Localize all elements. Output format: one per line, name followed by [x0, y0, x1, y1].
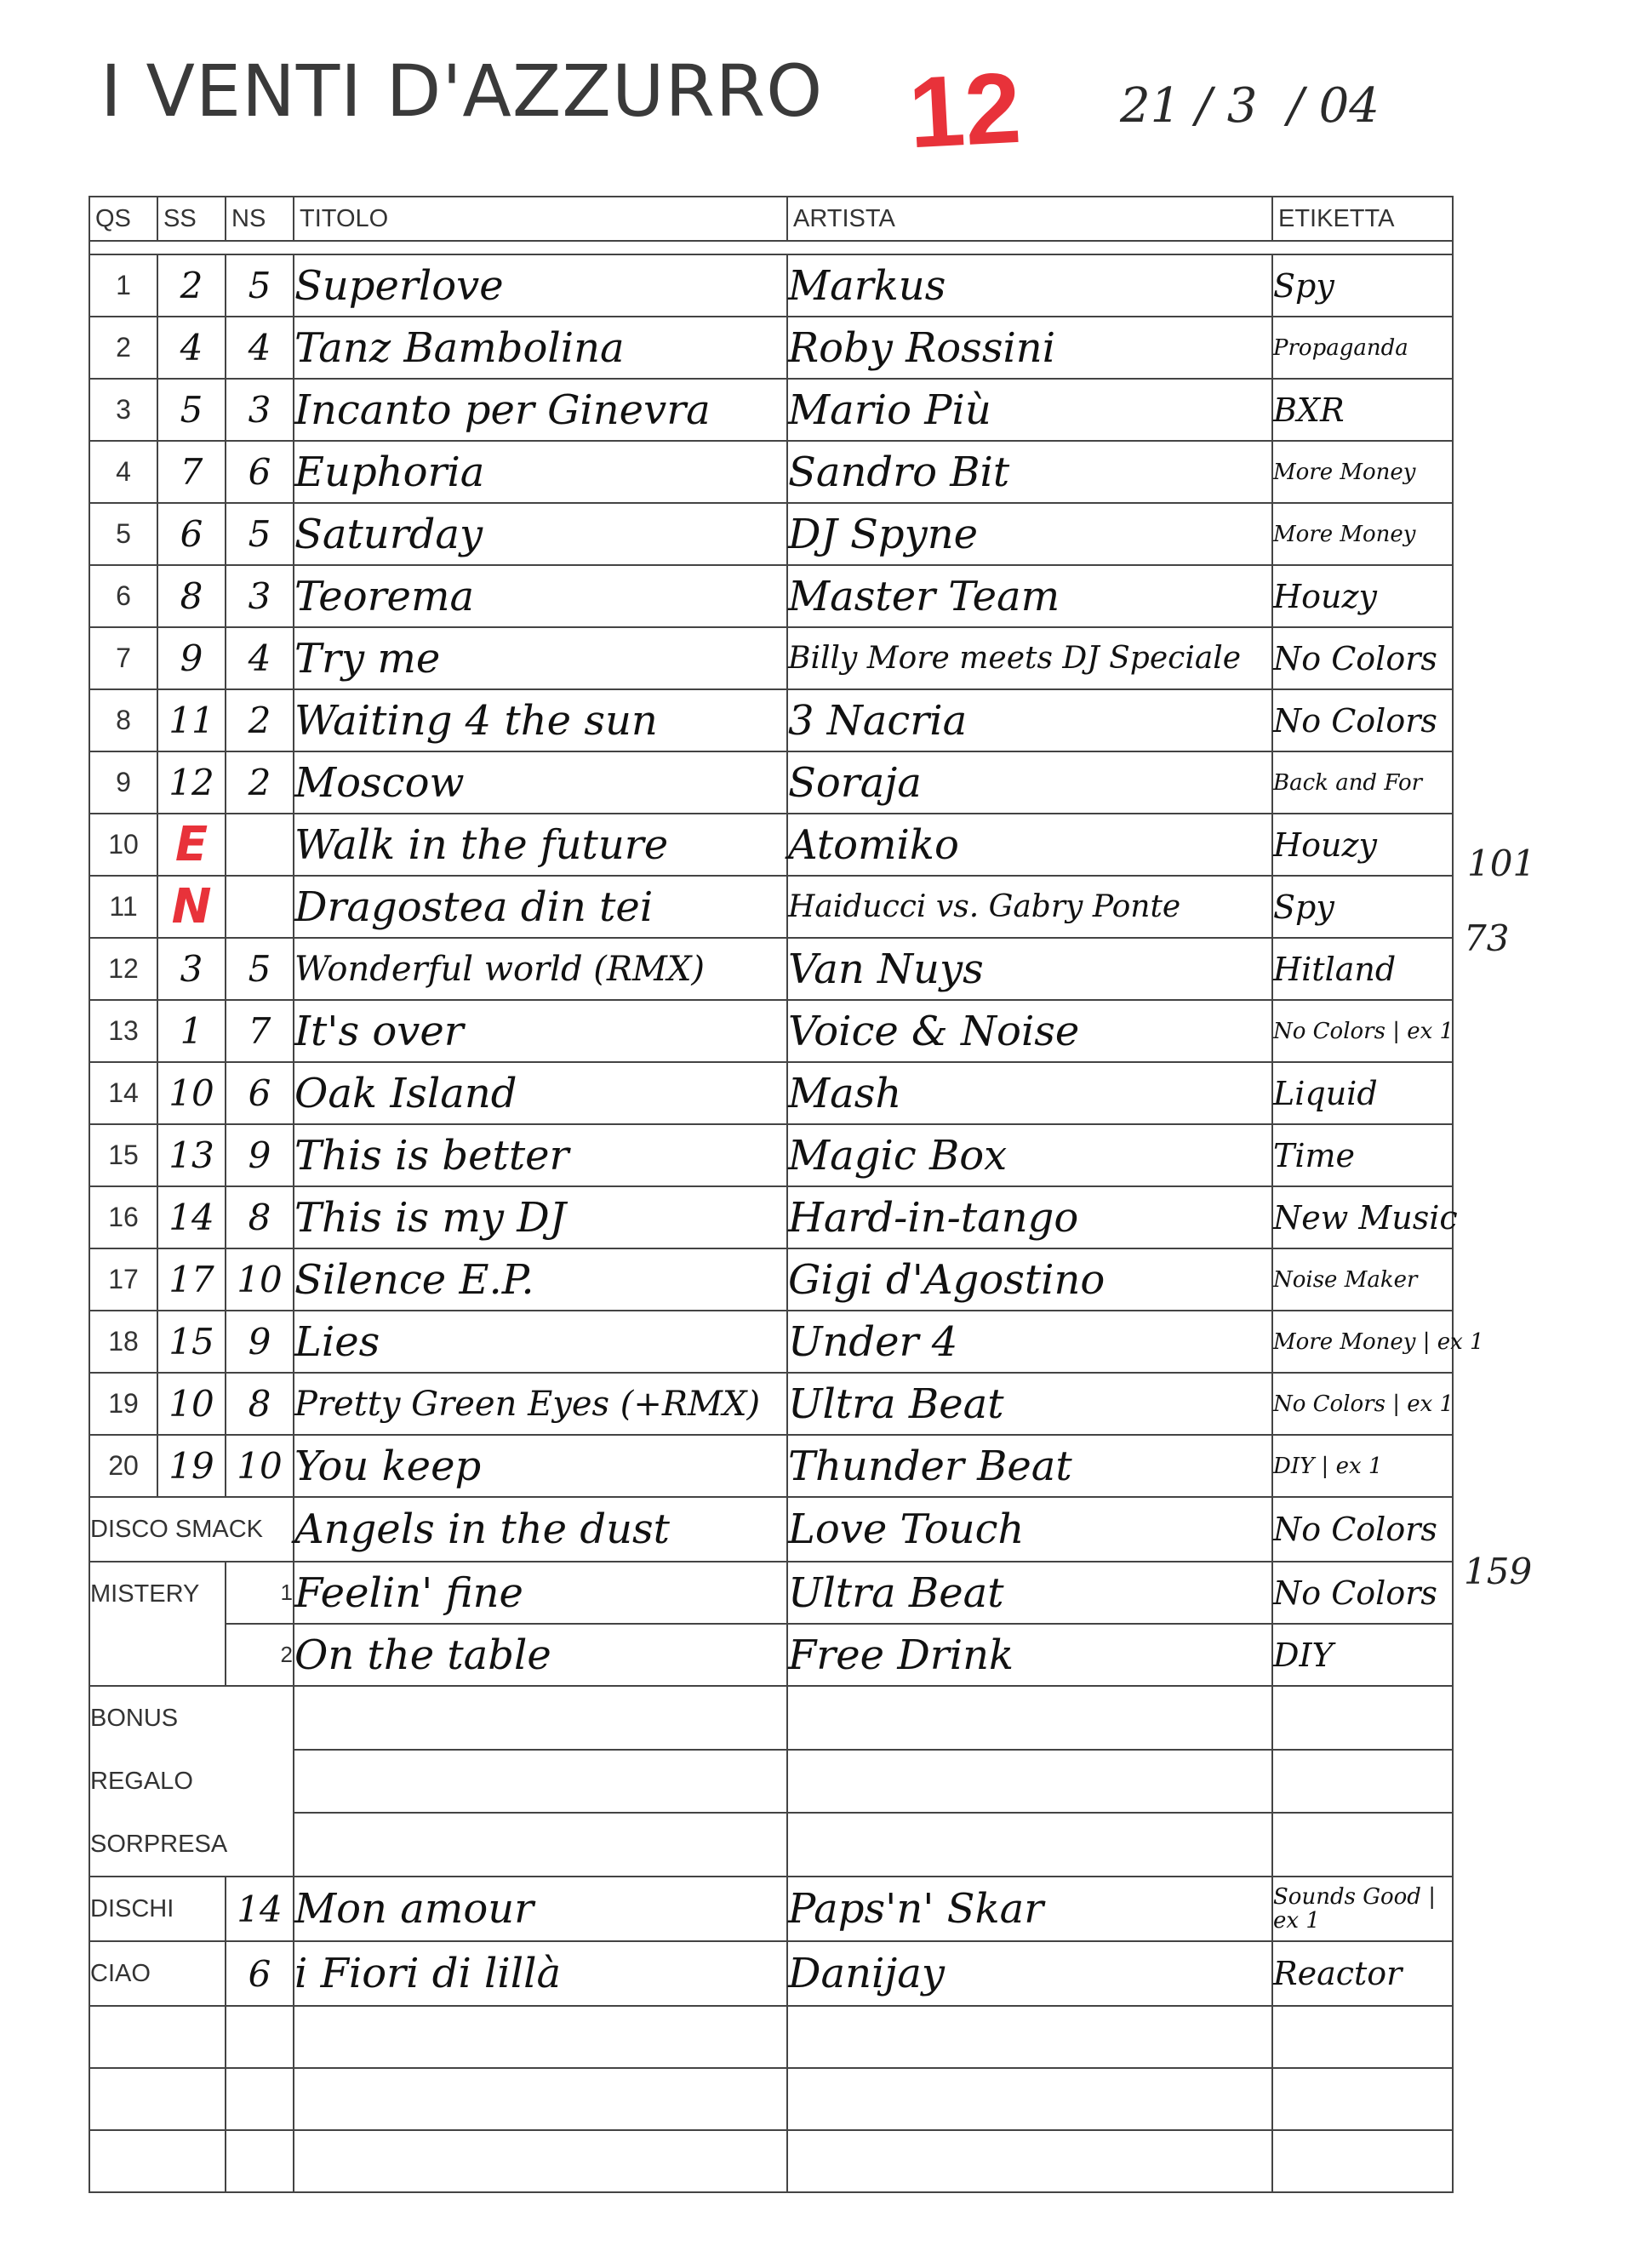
- weeks-cell: 4: [226, 627, 294, 689]
- dischi-ciao-section: [89, 1877, 1453, 2192]
- weeks-cell: 9: [226, 1311, 294, 1373]
- table-row: [89, 1186, 1453, 1248]
- title-cell: Try me: [294, 627, 787, 689]
- mistery-label-name-2: DIY: [1272, 1624, 1453, 1686]
- table-row: [89, 317, 1453, 379]
- issue-number: 12: [906, 51, 1024, 170]
- table-row: [89, 503, 1453, 565]
- table-row: [89, 938, 1453, 1000]
- last-week-cell: 15: [157, 1311, 226, 1373]
- rank-cell: 6: [89, 565, 157, 627]
- last-week-cell: 12: [157, 751, 226, 814]
- mistery-artist-2: Free Drink: [787, 1624, 1272, 1686]
- blank-cell: [1272, 2006, 1453, 2068]
- mistery-artist-1: Ultra Beat: [787, 1562, 1272, 1624]
- last-week-cell: 11: [157, 689, 226, 751]
- last-week-cell: 19: [157, 1435, 226, 1497]
- blank-cell: [1272, 1750, 1453, 1814]
- title-cell: Wonderful world (RMX): [294, 938, 787, 1000]
- rank-cell: 8: [89, 689, 157, 751]
- blank-cell: [1272, 2068, 1453, 2130]
- regalo-label: REGALO: [90, 1768, 193, 1795]
- table-row: [89, 254, 1453, 317]
- mistery-row-1: [89, 1562, 1453, 1624]
- blank-cell: [294, 2006, 787, 2068]
- header-gap: [89, 241, 1453, 254]
- rank-cell: 11: [89, 876, 157, 938]
- dischi-label-name-1: Sounds Good | ex 1: [1272, 1877, 1453, 1941]
- side-note-row10: 101: [1467, 843, 1536, 884]
- artist-cell: Master Team: [787, 565, 1272, 627]
- label-cell: Time: [1272, 1124, 1453, 1186]
- title-cell: Silence E.P.: [294, 1248, 787, 1311]
- table-row: [89, 1373, 1453, 1435]
- blank-cell: [787, 1750, 1272, 1814]
- rank-cell: 1: [89, 254, 157, 317]
- blank-cell: [787, 2068, 1272, 2130]
- rank-cell: 7: [89, 627, 157, 689]
- rank-cell: 14: [89, 1062, 157, 1124]
- label-cell: More Money: [1272, 441, 1453, 503]
- title-cell: You keep: [294, 1435, 787, 1497]
- table-row: [89, 1311, 1453, 1373]
- last-week-cell: 2: [157, 254, 226, 317]
- table-row: [89, 441, 1453, 503]
- rank-cell: 10: [89, 814, 157, 876]
- last-week-cell: 14: [157, 1186, 226, 1248]
- label-cell: BXR: [1272, 379, 1453, 441]
- dischi-artist-1: Paps'n' Skar: [787, 1877, 1272, 1941]
- dischi-num-1: 14: [226, 1877, 294, 1941]
- blank-row: [89, 2130, 1453, 2192]
- table-row: [89, 1124, 1453, 1186]
- blank-row: [89, 2006, 1453, 2068]
- extras-section: [89, 1686, 1453, 1877]
- artist-cell: Van Nuys: [787, 938, 1272, 1000]
- artist-cell: Roby Rossini: [787, 317, 1272, 379]
- title-cell: Euphoria: [294, 441, 787, 503]
- date: 21 / 3 / 04: [1120, 78, 1380, 134]
- rank-cell: 2: [89, 317, 157, 379]
- side-note-disco: 159: [1464, 1551, 1533, 1592]
- blank-cell: [226, 2130, 294, 2192]
- disco-smack-row: [89, 1497, 1453, 1562]
- last-week-cell: 4: [157, 317, 226, 379]
- blank-cell: [787, 2130, 1272, 2192]
- col-label: ETIKETTA: [1272, 197, 1453, 241]
- weeks-cell: 2: [226, 689, 294, 751]
- artist-cell: Magic Box: [787, 1124, 1272, 1186]
- rank-cell: 13: [89, 1000, 157, 1062]
- last-week-cell: 9: [157, 627, 226, 689]
- last-week-cell: 3: [157, 938, 226, 1000]
- artist-cell: Thunder Beat: [787, 1435, 1272, 1497]
- label-cell: Back and For: [1272, 751, 1453, 814]
- artist-cell: Mash: [787, 1062, 1272, 1124]
- weeks-cell: 8: [226, 1186, 294, 1248]
- title-cell: Tanz Bambolina: [294, 317, 787, 379]
- weeks-cell: 4: [226, 317, 294, 379]
- mistery-section: [89, 1562, 1453, 1686]
- table-row: [89, 565, 1453, 627]
- last-week-cell: E: [157, 814, 226, 876]
- sorpresa-label: SORPRESA: [90, 1831, 228, 1858]
- rank-cell: 20: [89, 1435, 157, 1497]
- weeks-cell: 6: [226, 1062, 294, 1124]
- last-week-cell: N: [157, 876, 226, 938]
- rank-cell: 12: [89, 938, 157, 1000]
- disco-smack-label-name: No Colors: [1272, 1497, 1453, 1562]
- label-cell: More Money | ex 1: [1272, 1311, 1453, 1373]
- col-qs: QS: [89, 197, 157, 241]
- mistery-title-2: On the table: [294, 1624, 787, 1686]
- blank-cell: [89, 2130, 226, 2192]
- mistery-num-2: 2: [226, 1624, 294, 1686]
- weeks-cell: 5: [226, 938, 294, 1000]
- title-cell: This is my DJ: [294, 1186, 787, 1248]
- label-cell: Spy: [1272, 876, 1453, 938]
- extras-row-2: [89, 1750, 1453, 1814]
- blank-cell: [1272, 1813, 1453, 1877]
- rank-cell: 19: [89, 1373, 157, 1435]
- label-cell: No Colors: [1272, 689, 1453, 751]
- last-week-cell: 17: [157, 1248, 226, 1311]
- mistery-num-1: 1: [226, 1562, 294, 1624]
- weeks-cell: 9: [226, 1124, 294, 1186]
- artist-cell: Atomiko: [787, 814, 1272, 876]
- label-cell: No Colors: [1272, 627, 1453, 689]
- weeks-cell: 3: [226, 379, 294, 441]
- rank-cell: 3: [89, 379, 157, 441]
- dischi-title-2: i Fiori di lillà: [294, 1941, 787, 2006]
- blank-cell: [787, 1813, 1272, 1877]
- blank-cell: [294, 1813, 787, 1877]
- title-cell: Dragostea din tei: [294, 876, 787, 938]
- blank-cell: [226, 2068, 294, 2130]
- extras-row-3: [89, 1813, 1453, 1877]
- weeks-cell: 8: [226, 1373, 294, 1435]
- last-week-cell: 10: [157, 1062, 226, 1124]
- disco-smack-artist: Love Touch: [787, 1497, 1272, 1562]
- mistery-row-2: [89, 1624, 1453, 1686]
- weeks-cell: [226, 876, 294, 938]
- weeks-cell: 10: [226, 1248, 294, 1311]
- label-cell: Propaganda: [1272, 317, 1453, 379]
- rank-cell: 9: [89, 751, 157, 814]
- last-week-cell: 8: [157, 565, 226, 627]
- dischi-ciao-row-2: [89, 1941, 1453, 2006]
- blank-cell: [294, 2130, 787, 2192]
- rank-cell: 5: [89, 503, 157, 565]
- table-row: [89, 876, 1453, 938]
- artist-cell: Sandro Bit: [787, 441, 1272, 503]
- weeks-cell: 3: [226, 565, 294, 627]
- title-cell: Oak Island: [294, 1062, 787, 1124]
- weeks-cell: 10: [226, 1435, 294, 1497]
- chart-body: [89, 241, 1484, 1497]
- disco-smack-label: DISCO SMACK: [89, 1497, 294, 1562]
- title-cell: Pretty Green Eyes (+RMX): [294, 1373, 787, 1435]
- title-cell: Saturday: [294, 503, 787, 565]
- title-cell: Incanto per Ginevra: [294, 379, 787, 441]
- mistery-title-1: Feelin' fine: [294, 1562, 787, 1624]
- blank-cell: [89, 2068, 226, 2130]
- mistery-label-name-1: No Colors: [1272, 1562, 1453, 1624]
- blank-cell: [294, 1750, 787, 1814]
- weeks-cell: 7: [226, 1000, 294, 1062]
- artist-cell: Hard-in-tango: [787, 1186, 1272, 1248]
- table-row: [89, 751, 1453, 814]
- artist-cell: 3 Nacria: [787, 689, 1272, 751]
- artist-cell: Ultra Beat: [787, 1373, 1272, 1435]
- last-week-cell: 1: [157, 1000, 226, 1062]
- rank-cell: 15: [89, 1124, 157, 1186]
- label-cell: New Music: [1272, 1186, 1453, 1248]
- dischi-num-2: 6: [226, 1941, 294, 2006]
- table-row: [89, 627, 1453, 689]
- title-cell: Lies: [294, 1311, 787, 1373]
- artist-cell: Gigi d'Agostino: [787, 1248, 1272, 1311]
- blank-cell: [226, 2006, 294, 2068]
- artist-cell: Billy More meets DJ Speciale: [787, 627, 1272, 689]
- table-row: [89, 1248, 1453, 1311]
- label-cell: Houzy: [1272, 565, 1453, 627]
- title-cell: Walk in the future: [294, 814, 787, 876]
- artist-cell: Mario Più: [787, 379, 1272, 441]
- title-cell: Moscow: [294, 751, 787, 814]
- blank-cell: [787, 2006, 1272, 2068]
- blank-cell: [294, 2068, 787, 2130]
- col-ss: SS: [157, 197, 226, 241]
- blank-cell: [294, 1686, 787, 1750]
- last-week-cell: 13: [157, 1124, 226, 1186]
- table-row: [89, 1435, 1453, 1497]
- rank-cell: 18: [89, 1311, 157, 1373]
- weeks-cell: 6: [226, 441, 294, 503]
- last-week-cell: 10: [157, 1373, 226, 1435]
- blank-cell: [1272, 2130, 1453, 2192]
- chart-table: [89, 196, 1484, 2193]
- page-title: I VENTI D'AZZURRO: [100, 49, 824, 133]
- label-cell: No Colors | ex 1: [1272, 1373, 1453, 1435]
- label-cell: Liquid: [1272, 1062, 1453, 1124]
- disco-smack-section: [89, 1497, 1453, 1562]
- blank-row: [89, 2068, 1453, 2130]
- extras-row-1: [89, 1686, 1453, 1750]
- last-week-cell: 7: [157, 441, 226, 503]
- col-artist: ARTISTA: [787, 197, 1272, 241]
- dischi-title-1: Mon amour: [294, 1877, 787, 1941]
- label-cell: Hitland: [1272, 938, 1453, 1000]
- artist-cell: Soraja: [787, 751, 1272, 814]
- dischi-label: DISCHI: [89, 1877, 226, 1941]
- label-cell: Noise Maker: [1272, 1248, 1453, 1311]
- extras-labels: [89, 1686, 294, 1877]
- title-cell: It's over: [294, 1000, 787, 1062]
- disco-smack-title: Angels in the dust: [294, 1497, 787, 1562]
- label-cell: More Money: [1272, 503, 1453, 565]
- artist-cell: Voice & Noise: [787, 1000, 1272, 1062]
- label-cell: Houzy: [1272, 814, 1453, 876]
- title-cell: Superlove: [294, 254, 787, 317]
- table-row: [89, 814, 1453, 876]
- column-header-row: [89, 197, 1453, 241]
- mistery-label: MISTERY: [89, 1562, 226, 1686]
- label-cell: Spy: [1272, 254, 1453, 317]
- ciao-label: CIAO: [89, 1941, 226, 2006]
- col-title: TITOLO: [294, 197, 787, 241]
- artist-cell: DJ Spyne: [787, 503, 1272, 565]
- weeks-cell: 2: [226, 751, 294, 814]
- side-note-row11: 73: [1464, 917, 1510, 959]
- table-row: [89, 689, 1453, 751]
- artist-cell: Under 4: [787, 1311, 1272, 1373]
- bonus-label: BONUS: [90, 1705, 179, 1732]
- title-cell: This is better: [294, 1124, 787, 1186]
- blank-cell: [89, 2006, 226, 2068]
- table-row: [89, 379, 1453, 441]
- blank-cell: [1272, 1686, 1453, 1750]
- blank-cell: [787, 1686, 1272, 1750]
- col-ns: NS: [226, 197, 294, 241]
- label-cell: No Colors | ex 1: [1272, 1000, 1453, 1062]
- last-week-cell: 5: [157, 379, 226, 441]
- rank-cell: 4: [89, 441, 157, 503]
- artist-cell: Haiducci vs. Gabry Ponte: [787, 876, 1272, 938]
- dischi-label-name-2: Reactor: [1272, 1941, 1453, 2006]
- artist-cell: Markus: [787, 254, 1272, 317]
- table-row: [89, 1062, 1453, 1124]
- rank-cell: 16: [89, 1186, 157, 1248]
- dischi-artist-2: Danijay: [787, 1941, 1272, 2006]
- title-cell: Teorema: [294, 565, 787, 627]
- title-cell: Waiting 4 the sun: [294, 689, 787, 751]
- weeks-cell: 5: [226, 254, 294, 317]
- dischi-ciao-row-1: [89, 1877, 1453, 1941]
- table-row: [89, 1000, 1453, 1062]
- label-cell: DIY | ex 1: [1272, 1435, 1453, 1497]
- rank-cell: 17: [89, 1248, 157, 1311]
- last-week-cell: 6: [157, 503, 226, 565]
- weeks-cell: 5: [226, 503, 294, 565]
- weeks-cell: [226, 814, 294, 876]
